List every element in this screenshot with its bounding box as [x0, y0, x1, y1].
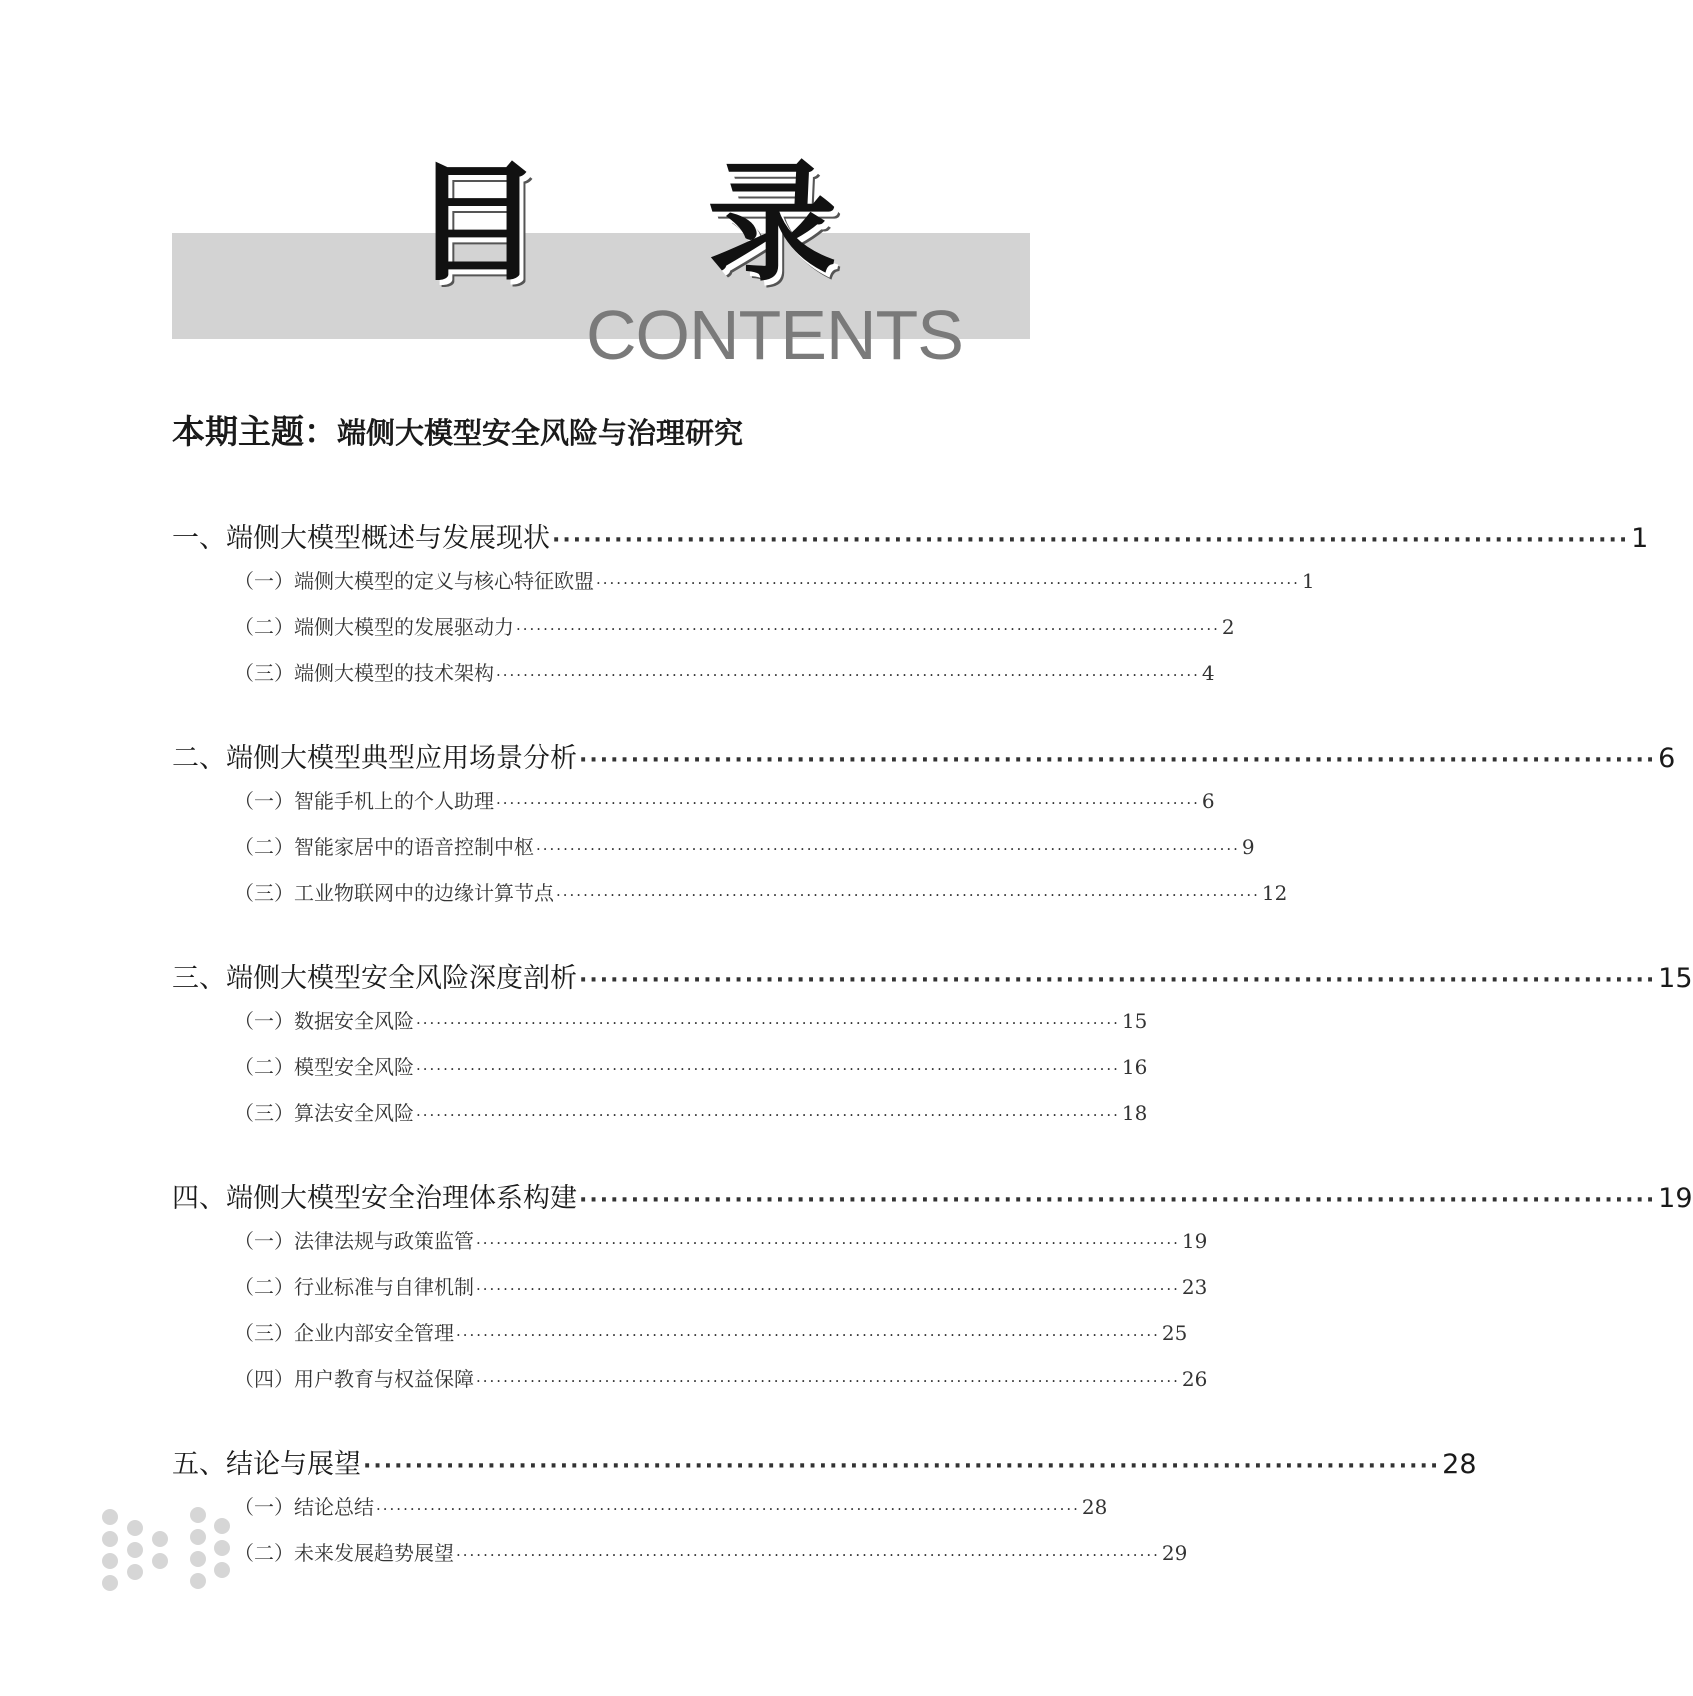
toc-entry[interactable] [234, 1101, 1148, 1125]
decor-dot [190, 1551, 206, 1567]
toc-entry[interactable] [234, 881, 1288, 905]
toc-entry[interactable] [234, 1275, 1208, 1299]
toc-section-title: 二、端侧大模型典型应用场景分析 [172, 743, 577, 774]
page-title: 目 录 [412, 146, 898, 299]
toc-page-number: 16 [1121, 1055, 1148, 1079]
issue-theme [172, 412, 744, 451]
dot-leader: ········································································································ [363, 1454, 1441, 1479]
dot-leader: ········································································································ [456, 1326, 1160, 1344]
toc-entry[interactable] [234, 1229, 1208, 1253]
toc-entry-title: （一）法律法规与政策监管 [234, 1229, 474, 1253]
decor-dot [214, 1540, 230, 1556]
toc-section-1[interactable] [172, 523, 1649, 554]
dot-leader: ········································································································ [456, 1546, 1160, 1564]
toc-section-3[interactable] [172, 963, 1693, 994]
decor-dot [152, 1531, 168, 1547]
toc-page-number: 12 [1261, 881, 1288, 905]
dot-leader: ········································································································ [552, 528, 1630, 553]
dot-leader: ········································································································ [496, 666, 1200, 684]
dot-leader: ········································································································ [416, 1106, 1120, 1124]
decor-dot [190, 1529, 206, 1545]
toc-entry[interactable] [234, 1495, 1108, 1519]
toc-entry-title: （二）端侧大模型的发展驱动力 [234, 615, 514, 639]
toc-entry-title: （三）算法安全风险 [234, 1101, 414, 1125]
decor-dot [152, 1553, 168, 1569]
toc-entry-title: （一）结论总结 [234, 1495, 374, 1519]
toc-entry-title: （三）端侧大模型的技术架构 [234, 661, 494, 685]
page-subtitle: CONTENTS [586, 296, 963, 374]
toc-page-number: 28 [1081, 1495, 1108, 1519]
toc-page-number: 25 [1161, 1321, 1188, 1345]
decorative-dots [100, 1505, 260, 1600]
decor-dot [127, 1520, 143, 1536]
toc-section-title: 四、端侧大模型安全治理体系构建 [172, 1183, 577, 1214]
toc-page-number: 2 [1221, 615, 1235, 639]
toc-entry[interactable] [234, 1055, 1148, 1079]
toc-entry-title: （一）数据安全风险 [234, 1009, 414, 1033]
toc-entry-title: （一）智能手机上的个人助理 [234, 789, 494, 813]
toc-entry[interactable] [234, 615, 1235, 639]
toc-entry[interactable] [234, 1367, 1208, 1391]
toc-page-number: 6 [1201, 789, 1215, 813]
dot-leader: ········································································································ [416, 1060, 1120, 1078]
toc-page-number: 1 [1301, 569, 1315, 593]
toc-page-number: 26 [1181, 1367, 1208, 1391]
dot-leader: ········································································································ [496, 794, 1200, 812]
toc-section-5[interactable] [172, 1449, 1477, 1480]
toc-page-number: 19 [1658, 1183, 1693, 1214]
dot-leader: ········································································································ [476, 1280, 1180, 1298]
dot-leader: ········································································································ [476, 1234, 1180, 1252]
dot-leader: ········································································································ [536, 840, 1240, 858]
toc-page-number: 29 [1161, 1541, 1188, 1565]
dot-leader: ········································································································ [556, 886, 1260, 904]
toc-page-number: 1 [1631, 523, 1649, 554]
toc-page-number: 4 [1201, 661, 1215, 685]
toc-section-title: 一、端侧大模型概述与发展现状 [172, 523, 550, 554]
toc-entry[interactable] [234, 789, 1215, 813]
toc-section-2[interactable] [172, 743, 1676, 774]
dot-leader: ········································································································ [376, 1500, 1080, 1518]
toc-entry-title: （二）模型安全风险 [234, 1055, 414, 1079]
toc-entry-title: （二）行业标准与自律机制 [234, 1275, 474, 1299]
toc-entry[interactable] [234, 1009, 1148, 1033]
toc-page-number: 6 [1658, 743, 1676, 774]
decor-dot [102, 1531, 118, 1547]
decor-dot [102, 1575, 118, 1591]
toc-section-title: 五、结论与展望 [172, 1449, 361, 1480]
toc-entry[interactable] [234, 1541, 1188, 1565]
toc-entry[interactable] [234, 1321, 1188, 1345]
decor-dot [190, 1507, 206, 1523]
dot-leader: ········································································································ [596, 574, 1300, 592]
issue-theme-value: 端侧大模型安全风险与治理研究 [337, 416, 744, 450]
toc-entry-title: （三）企业内部安全管理 [234, 1321, 454, 1345]
toc-page-number: 28 [1442, 1449, 1477, 1480]
dot-leader: ········································································································ [516, 620, 1220, 638]
toc-entry-title: （二）未来发展趋势展望 [234, 1541, 454, 1565]
dot-leader: ········································································································ [579, 1188, 1657, 1213]
toc-section-4[interactable] [172, 1183, 1693, 1214]
dot-leader: ········································································································ [579, 968, 1657, 993]
issue-theme-label: 本期主题： [172, 412, 337, 451]
toc-entry[interactable] [234, 835, 1255, 859]
decor-dot [214, 1518, 230, 1534]
toc-entry-title: （四）用户教育与权益保障 [234, 1367, 474, 1391]
toc-page-number: 15 [1121, 1009, 1148, 1033]
toc-entry-title: （二）智能家居中的语音控制中枢 [234, 835, 534, 859]
toc-section-title: 三、端侧大模型安全风险深度剖析 [172, 963, 577, 994]
dot-leader: ········································································································ [476, 1372, 1180, 1390]
dot-leader: ········································································································ [579, 748, 1657, 773]
decor-dot [190, 1573, 206, 1589]
decor-dot [127, 1542, 143, 1558]
dot-leader: ········································································································ [416, 1014, 1120, 1032]
toc-page-number: 9 [1241, 835, 1255, 859]
toc-page-number: 23 [1181, 1275, 1208, 1299]
decor-dot [214, 1562, 230, 1578]
toc-page-number: 15 [1658, 963, 1693, 994]
toc-page-number: 19 [1181, 1229, 1208, 1253]
toc-page-number: 18 [1121, 1101, 1148, 1125]
decor-dot [127, 1564, 143, 1580]
toc-entry[interactable] [234, 661, 1215, 685]
toc-entry[interactable] [234, 569, 1315, 593]
decor-dot [102, 1509, 118, 1525]
toc-entry-title: （一）端侧大模型的定义与核心特征欧盟 [234, 569, 594, 593]
toc-entry-title: （三）工业物联网中的边缘计算节点 [234, 881, 554, 905]
decor-dot [102, 1553, 118, 1569]
